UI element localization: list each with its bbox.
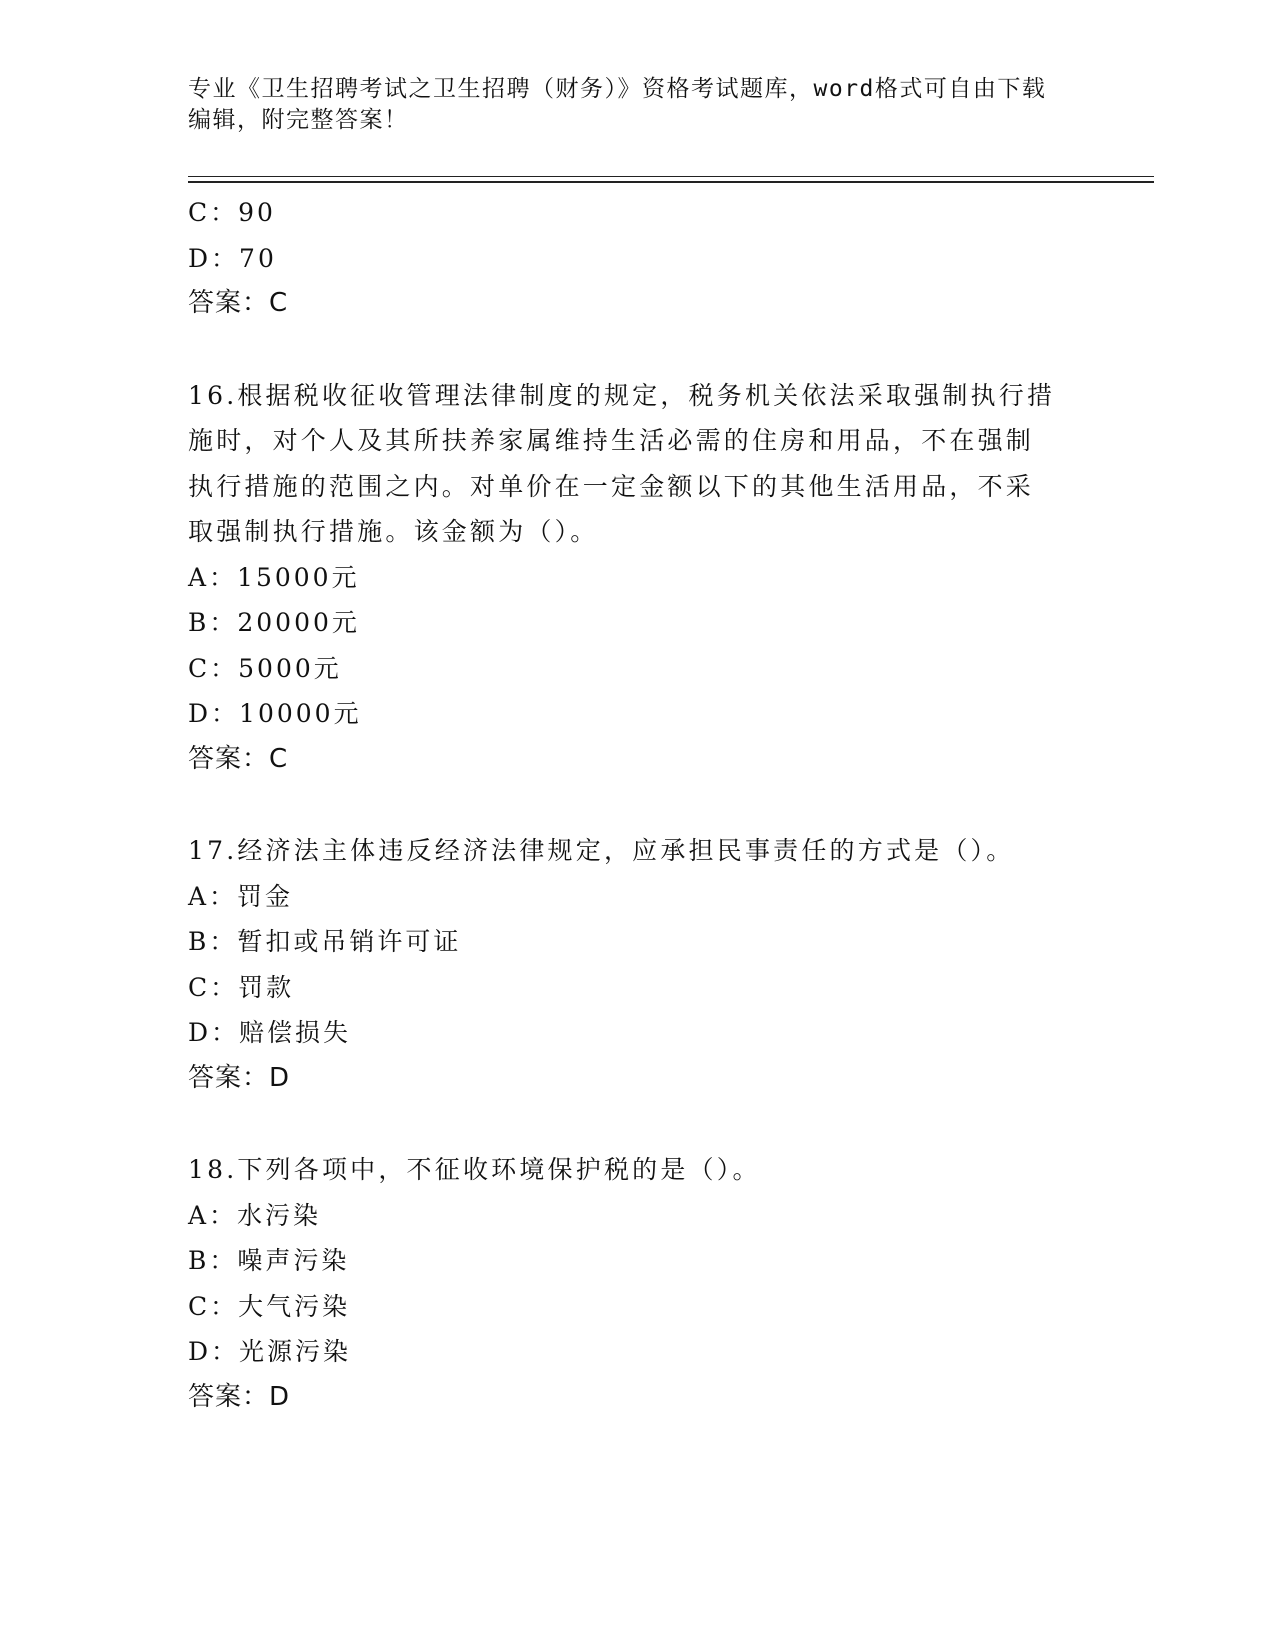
question-15 <box>188 190 1088 327</box>
option-c: C：罚款 <box>188 972 295 1002</box>
header-divider-thin <box>188 176 1154 177</box>
document-header <box>188 74 1088 136</box>
option-a: A：15000元 <box>188 562 360 592</box>
header-line-1: 专业《卫生招聘考试之卫生招聘（财务）》资格考试题库，word格式可自由下载 <box>188 76 1047 102</box>
header-line-2: 编辑，附完整答案！ <box>188 107 409 133</box>
question-list <box>188 190 1088 1420</box>
option-d: D：10000元 <box>188 699 362 728</box>
option-a: A：水污染 <box>188 1200 322 1230</box>
spacer <box>188 1101 1088 1147</box>
answer: 答案：C <box>188 743 289 774</box>
question-stem-line: 取强制执行措施。该金额为（）。 <box>188 517 599 546</box>
answer: 答案：D <box>188 1381 291 1412</box>
question-stem: 18.下列各项中，不征收环境保护税的是（）。 <box>188 1155 761 1184</box>
question-stem-line: 执行措施的范围之内。对单价在一定金额以下的其他生活用品，不采 <box>188 471 1035 501</box>
option-b: B：20000元 <box>188 608 360 637</box>
header-divider-thick <box>188 181 1154 183</box>
answer: 答案：C <box>188 288 289 318</box>
question-stem-line: 施时，对个人及其所扶养家属维持生活必需的住房和用品，不在强制 <box>188 426 1035 455</box>
option-d: D：赔偿损失 <box>188 1018 352 1047</box>
option-c: C：5000元 <box>188 653 342 683</box>
option-a: A：罚金 <box>188 881 294 911</box>
option-b: B：噪声污染 <box>188 1246 350 1275</box>
question-17 <box>188 828 1088 1101</box>
option-c: C：90 <box>188 198 276 227</box>
question-stem-line: 16.根据税收征收管理法律制度的规定，税务机关依法采取强制执行措 <box>188 380 1056 410</box>
option-d: D：70 <box>188 243 277 273</box>
option-c: C：大气污染 <box>188 1291 351 1321</box>
spacer <box>188 782 1088 828</box>
question-16 <box>188 373 1088 783</box>
option-d: D：光源污染 <box>188 1337 352 1366</box>
option-b: B：暂扣或吊销许可证 <box>188 927 462 956</box>
question-stem: 17.经济法主体违反经济法律规定，应承担民事责任的方式是（）。 <box>188 836 1015 865</box>
question-18 <box>188 1147 1088 1420</box>
spacer <box>188 327 1088 373</box>
answer: 答案：D <box>188 1062 291 1093</box>
